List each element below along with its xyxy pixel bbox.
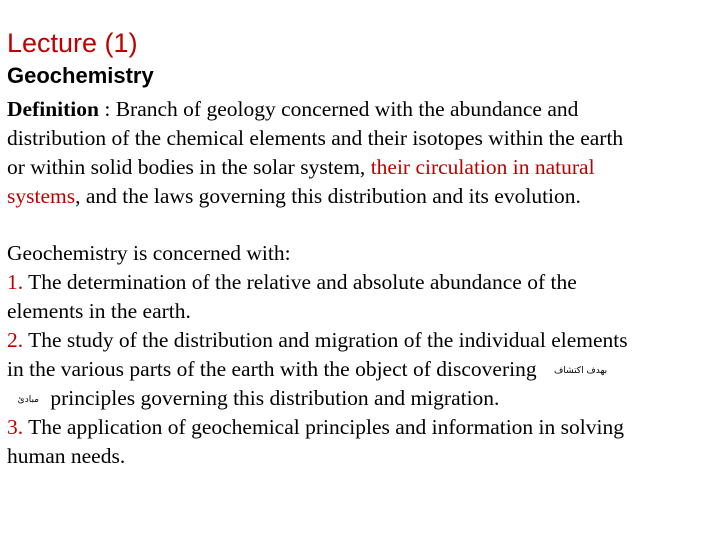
item-2-text-3: principles governing this distribution and migration. bbox=[50, 386, 500, 410]
definition-text-4: , and the laws governing this distribution and its evolution. bbox=[75, 184, 581, 208]
definition-text-3: or within solid bodies in the solar system, bbox=[7, 155, 371, 179]
item-3-line-1 bbox=[7, 413, 624, 441]
arabic-note-1: بهدف اكتشاف bbox=[553, 366, 608, 377]
item-2-line-2 bbox=[7, 355, 607, 385]
definition-line-4 bbox=[7, 182, 581, 210]
definition-line-3 bbox=[7, 153, 595, 181]
definition-line-2 bbox=[7, 124, 623, 152]
definition-text-1: Branch of geology concerned with the abundance and bbox=[115, 97, 579, 121]
definition-line-1 bbox=[7, 95, 578, 123]
definition-term: Definition bbox=[7, 97, 99, 121]
item-1-line-2 bbox=[7, 297, 191, 325]
definition-highlight-2: systems bbox=[7, 184, 76, 208]
item-1-text-1: The determination of the relative and absolute abundance of the bbox=[23, 270, 577, 294]
item-2-number: 2. bbox=[7, 328, 24, 352]
item-3-number: 3. bbox=[7, 415, 24, 439]
item-2-line-3 bbox=[7, 384, 499, 414]
concerns-intro-text: Geochemistry is concerned with: bbox=[7, 241, 291, 265]
concerns-intro bbox=[7, 239, 291, 267]
item-2-text-1: The study of the distribution and migration of the individual elements bbox=[23, 328, 628, 352]
item-1-line-1 bbox=[7, 268, 577, 296]
definition-text-2: distribution of the chemical elements and their isotopes within the earth bbox=[7, 126, 624, 150]
definition-separator: : bbox=[98, 97, 116, 121]
item-2-text-2: in the various parts of the earth with the object of discovering bbox=[7, 357, 537, 381]
definition-highlight-1: their circulation in natural bbox=[370, 155, 595, 179]
arabic-note-2: مبادئ bbox=[17, 395, 39, 406]
subject-title: Geochemistry bbox=[7, 63, 154, 88]
item-3-text-2: human needs. bbox=[7, 444, 126, 468]
item-3-line-2 bbox=[7, 442, 125, 470]
item-1-text-2: elements in the earth. bbox=[7, 299, 191, 323]
item-1-number: 1. bbox=[7, 270, 24, 294]
lecture-title: Lecture (1) bbox=[7, 28, 138, 58]
item-3-text-1: The application of geochemical principles and information in solving bbox=[23, 415, 624, 439]
item-2-line-1 bbox=[7, 326, 628, 354]
